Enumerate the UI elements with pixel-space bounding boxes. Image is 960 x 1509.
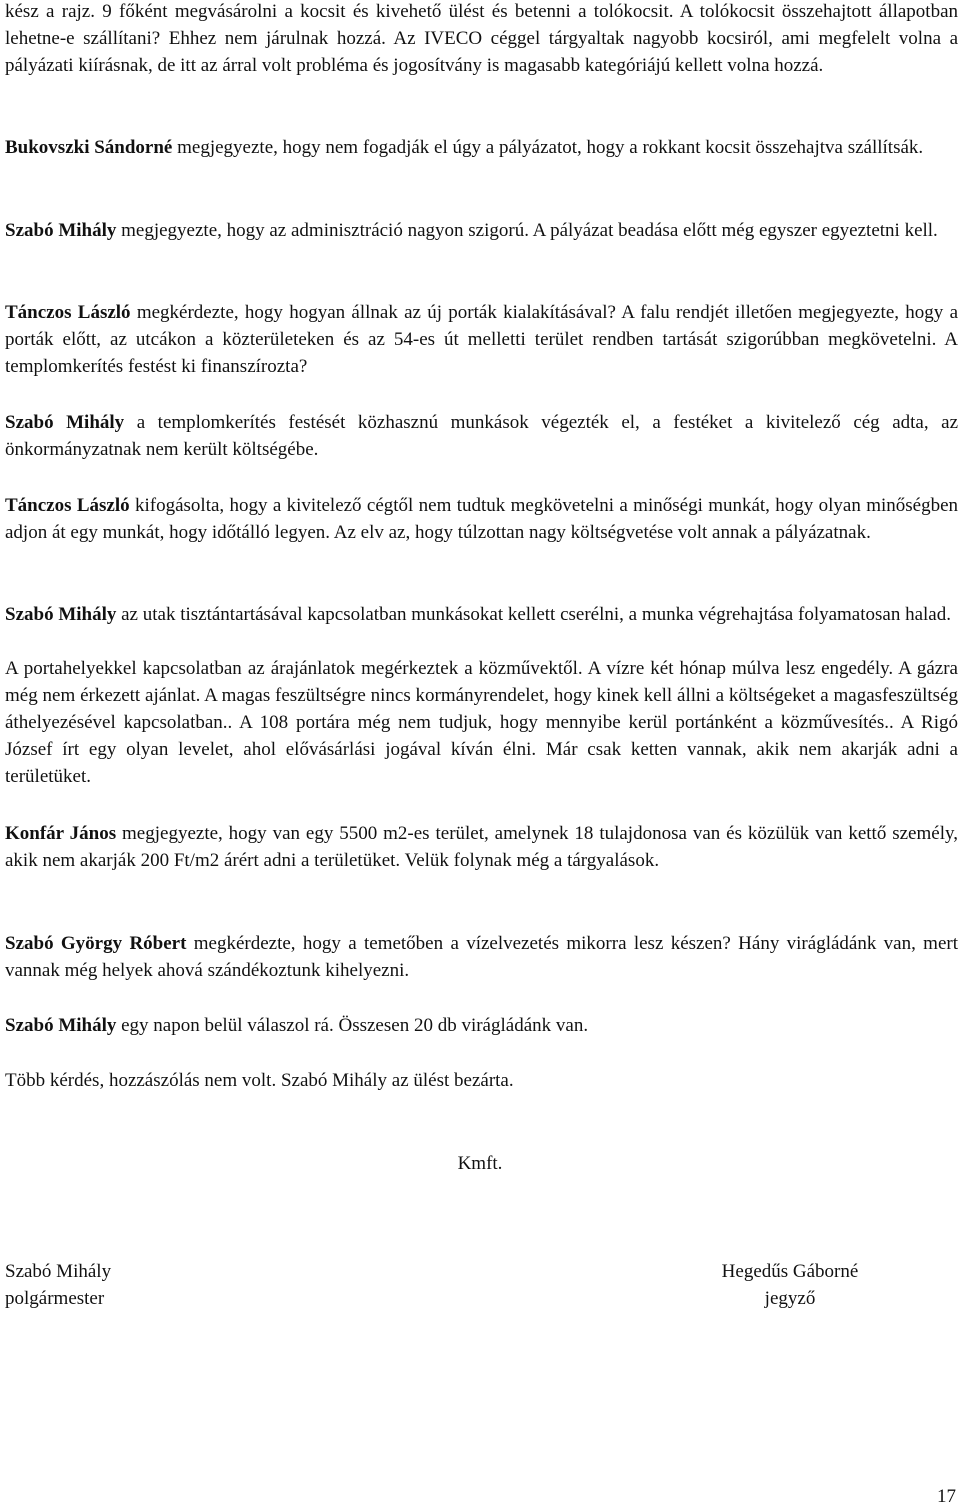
signature-right [690,1258,890,1312]
paragraph-tanczos-2 [5,492,958,546]
paragraph-text: kész a rajz. 9 főként megvásárolni a kocsit és kivehető ülést és betenni a tolókocsit. A tolókocsit összehajtott állapotban lehetne-e szállítani? Ehhez nem járulnak hozzá. Az IVECO céggel tárgyaltak nagyobb kocsiról, ami megfelelt volna a pályázati kiírásnak, de itt az árral volt probléma és jogosítvány is magasabb kategóriájú kellett volna hozzá. [5,1,958,76]
kmft-label: Kmft. [457,1153,503,1174]
signature-right-title: jegyző [764,1288,816,1309]
paragraph-text: az utak tisztántartásával kapcsolatban munkásokat kellett cserélni, a munka végrehajtása folyamatosan halad. [116,604,951,625]
paragraph-text: megkérdezte, hogy a temetőben a vízelvezetés mikorra lesz készen? Hány virágládánk van, mert vannak még helyek ahová szándékoztunk kihelyezni. [5,933,958,981]
speaker-name: Tánczos László [5,302,131,323]
speaker-name: Szabó Mihály [5,412,125,433]
signature-left-title: polgármester [5,1288,105,1309]
speaker-name: Bukovszki Sándorné [5,137,173,158]
page-number: 17 [937,1486,956,1507]
speaker-name: Szabó György Róbert [5,933,187,954]
paragraph-text: megjegyezte, hogy van egy 5500 m2-es terület, amelynek 18 tulajdonosa van és közülük van kettő személy, akik nem akarják 200 Ft/m2 árért adni a területüket. Velük folynak még a tárgyalások. [5,823,958,871]
paragraph-text: kifogásolta, hogy a kivitelező cégtől nem tudtuk megkövetelni a minőségi munkát, hogy olyan minőségben adjon át egy munkát, hogy időtálló legyen. Az elv az, hogy túlzottan nagy költségvetése volt annak a pályázatnak. [5,495,959,543]
speaker-name: Tánczos László [5,495,130,516]
paragraph-szabo-gyorgy [5,930,958,984]
speaker-name: Szabó Mihály [5,604,117,625]
signature-left-name: Szabó Mihály [5,1261,112,1282]
paragraph-szabo-3 [5,601,958,628]
paragraph-text: A portahelyekkel kapcsolatban az árajánlatok megérkeztek a közművektől. A vízre két hónap múlva lesz engedély. A gázra még nem érkezett ajánlat. A magas feszültségre nincs kormányrendelet, hogy kinek kell állni a költségeket a magasfeszültség áthelyezésével kapcsolatban.. A 108 portára még nem tudjuk, hogy mennyibe kerül portánként a közművesítés.. A Rigó József írt egy olyan levelet, ahol elővásárlási jogával kíván élni. Már csak ketten vannak, akik nem akarják adni a területüket. [5,658,958,787]
paragraph-szabo-1 [5,217,958,244]
speaker-name: Konfár János [5,823,117,844]
speaker-name: Szabó Mihály [5,1015,117,1036]
paragraph-portahelyek [5,655,958,790]
speaker-name: Szabó Mihály [5,220,117,241]
paragraph-konfar [5,820,958,874]
signature-left [5,1258,111,1312]
paragraph-closing-note [5,1067,958,1094]
paragraph-text: megjegyezte, hogy az adminisztráció nagyon szigorú. A pályázat beadása előtt még egyszer egyeztetni kell. [116,220,938,241]
paragraph-text: Több kérdés, hozzászólás nem volt. Szabó Mihály az ülést bezárta. [5,1070,514,1091]
paragraph-text: a templomkerítés festését közhasznú munkások végezték el, a festéket a kivitelező cég adta, az önkormányzatnak nem került költségébe. [5,412,959,460]
paragraph-text: megjegyezte, hogy nem fogadják el úgy a pályázatot, hogy a rokkant kocsit összehajtva szállítsák. [172,137,924,158]
paragraph-text: megkérdezte, hogy hogyan állnak az új porták kialakításával? A falu rendjét illetően megjegyezte, hogy a porták előtt, az utcákon a közterületeken és az 54-es út melletti terület rendben tartását szigorúbban megkövetelni. A templomkerítés festést ki finanszírozta? [5,302,959,377]
paragraph-bukovszki [5,134,958,161]
paragraph-text: egy napon belül válaszol rá. Összesen 20 db virágládánk van. [116,1015,589,1036]
paragraph-szabo-2 [5,409,958,463]
paragraph-intro [5,0,958,79]
paragraph-szabo-4 [5,1012,958,1039]
paragraph-tanczos-1 [5,299,958,380]
signature-right-name: Hegedűs Gáborné [721,1261,859,1282]
